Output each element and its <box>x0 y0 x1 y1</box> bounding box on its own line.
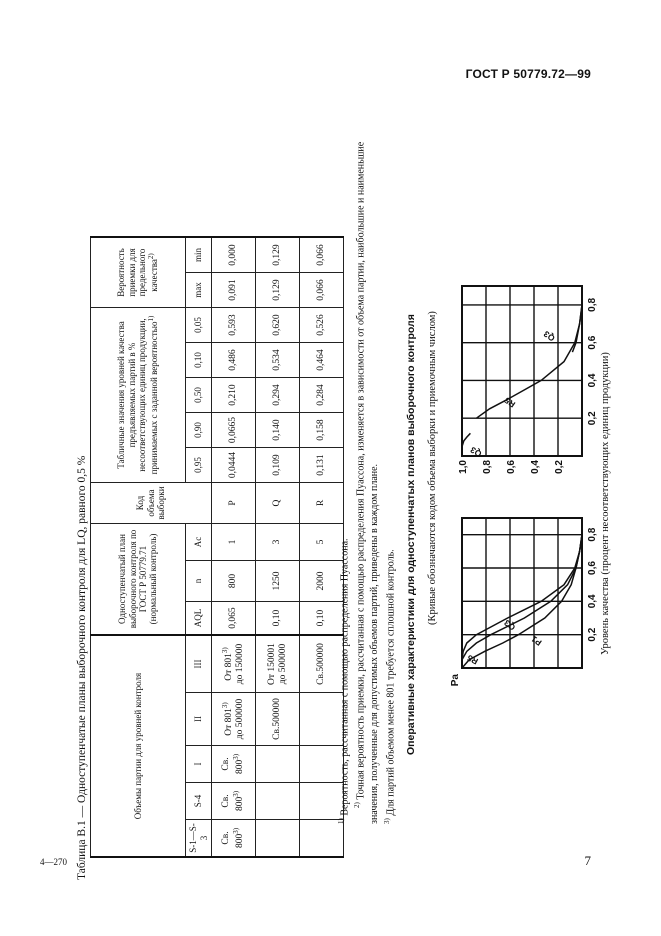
standard-designation: ГОСТ Р 50779.72—99 <box>465 67 591 81</box>
cell-text: От 150001 <box>266 643 277 685</box>
y-tick-label: 0,8 <box>482 460 493 474</box>
header-quality <box>91 308 186 483</box>
x-tick-label: 0,8 <box>587 527 598 542</box>
header-q010: 0,10 <box>186 343 212 378</box>
header-prob-sup: 2) <box>147 253 156 260</box>
y-axis-label: Pa <box>450 674 461 687</box>
cell-aql: 0,10 <box>300 602 344 636</box>
footnote-mark: 2) <box>353 802 362 808</box>
oc-chart-2-svg <box>448 250 603 490</box>
header-q050: 0,50 <box>186 378 212 413</box>
curve-label: Q3 <box>468 444 484 460</box>
cell-aql: 0,10 <box>256 602 300 636</box>
header-level-iii: III <box>186 635 212 693</box>
cell-lot-ii: Св.500000 <box>256 693 300 746</box>
cell-text-2: до 500000 <box>235 698 246 740</box>
header-quality-sup: 1) <box>147 315 156 322</box>
cell-q005: 0,620 <box>256 308 300 343</box>
cell-lot-iii: Св.500000 <box>300 635 344 693</box>
x-tick-label: 0,6 <box>587 561 598 575</box>
curve-label: R5 <box>465 652 480 667</box>
curve-label: P1 <box>529 633 544 648</box>
curve-label: R5 <box>502 395 518 410</box>
y-tick-label: 0,2 <box>554 460 565 474</box>
header-ac: Ac <box>186 524 212 561</box>
cell-text-2: до 500000 <box>277 643 288 685</box>
header-code: Код объема выборки <box>91 483 212 524</box>
cell-n: 1250 <box>256 561 300 602</box>
page-number: 7 <box>584 853 591 868</box>
cell-lot-ii <box>212 693 256 746</box>
cell-q005: 0,526 <box>300 308 344 343</box>
cell-lot-s13 <box>256 820 300 858</box>
oc-chart-2 <box>448 250 608 490</box>
x-tick-label: 0,4 <box>587 594 598 609</box>
header-q005: 0,05 <box>186 308 212 343</box>
header-s1-s3: S-1—S-3 <box>186 820 212 858</box>
y-tick-label: 1,0 <box>458 460 469 474</box>
cell-lot-i <box>212 746 256 783</box>
cell-sup: 3) <box>221 647 229 654</box>
y-tick-label: 0,6 <box>506 460 517 474</box>
table-row <box>256 237 300 857</box>
header-n: n <box>186 561 212 602</box>
cell-text: От 801 <box>224 653 235 681</box>
cell-text-2: до 150000 <box>235 643 246 685</box>
cell-aql: 0,065 <box>212 602 256 636</box>
cell-min: 0,000 <box>212 237 256 273</box>
footnote-text: Для партий объемом менее 801 требуется сплошной контроль. <box>384 549 396 816</box>
header-min: min <box>186 237 212 273</box>
footnote-mark: 3) <box>382 818 391 824</box>
x-tick-label: 0,2 <box>587 411 598 426</box>
cell-q050: 0,210 <box>212 378 256 413</box>
cell-ac: 1 <box>212 524 256 561</box>
cell-max: 0,066 <box>300 273 344 308</box>
cell-q005: 0,593 <box>212 308 256 343</box>
cell-lot-s4 <box>212 783 256 820</box>
cell-code: P <box>212 483 256 524</box>
cell-q050: 0,294 <box>256 378 300 413</box>
footnote-text: Точная вероятность приемки, рассчитанная с помощью распределения Пуассона, изменяется в зависимости от объема партии, наибольшие и наименьшие значения, полученные для допустимых объемов партий, приведены в каждом плане. <box>355 141 380 824</box>
sampling-plans-table <box>90 236 344 858</box>
sheet-mark: 4—270 <box>40 857 67 867</box>
cell-lot-s13 <box>300 820 344 858</box>
footnote-mark: 1) <box>337 818 345 824</box>
cell-ac: 5 <box>300 524 344 561</box>
oc-chart-1 <box>448 500 608 690</box>
cell-lot-i <box>256 746 300 783</box>
x-tick-label: 0,8 <box>587 297 598 312</box>
table-title: Таблица В.1 — Одноступенчатые планы выборочного контроля для LQ, равного 0,5 % <box>76 455 88 880</box>
plot-frame <box>462 286 582 456</box>
curve-label: Q3 <box>541 328 557 344</box>
header-s4: S-4 <box>186 783 212 820</box>
header-q095: 0,95 <box>186 448 212 483</box>
cell-text: Св. 800 <box>221 757 246 775</box>
cell-q010: 0,534 <box>256 343 300 378</box>
cell-lot-s4 <box>256 783 300 820</box>
header-q090: 0,90 <box>186 413 212 448</box>
cell-q010: 0,464 <box>300 343 344 378</box>
oc-section-title: Оперативные характеристики для одноступенчатых планов выборочного контроля <box>405 314 417 755</box>
cell-text: Св. 800 <box>221 831 246 849</box>
cell-q010: 0,486 <box>212 343 256 378</box>
footnotes <box>335 124 397 824</box>
header-level-ii: II <box>186 693 212 746</box>
cell-code: Q <box>256 483 300 524</box>
footnote <box>351 124 380 824</box>
plot-frame <box>462 518 582 668</box>
header-level-i: I <box>186 746 212 783</box>
oc-x-axis-label: Уровень качества (процент несоответствующих единиц продукции) <box>600 352 611 655</box>
cell-text: Св. 800 <box>221 794 246 812</box>
cell-max: 0,091 <box>212 273 256 308</box>
oc-section-subtitle: (Кривые обозначаются кодом объема выборки и приемочным числом) <box>427 311 438 625</box>
cell-sup: 3) <box>231 753 240 760</box>
cell-q095: 0,109 <box>256 448 300 483</box>
header-lot-levels: Объемы партии для уровней контроля <box>91 635 186 857</box>
cell-text: От 801 <box>224 708 235 736</box>
header-quality-text: Табличные значения уровней качества предъявляемых партий в % несоответствующих единиц продукции, принимаемых с заданной вероятностью <box>116 318 160 475</box>
cell-ac: 3 <box>256 524 300 561</box>
cell-sup: 3) <box>231 827 240 834</box>
x-tick-label: 0,6 <box>587 335 598 350</box>
cell-q090: 0,140 <box>256 413 300 448</box>
cell-lot-s13 <box>212 820 256 858</box>
oc-chart-1-svg <box>448 500 603 690</box>
header-max: max <box>186 273 212 308</box>
y-tick-label: 0,4 <box>530 460 541 474</box>
header-prob-text: Вероятность приемки для предельного качества <box>116 248 160 297</box>
rotated-content <box>70 90 610 880</box>
oc-curve-r5 <box>476 305 582 418</box>
x-tick-label: 0,4 <box>587 373 598 388</box>
cell-lot-iii <box>256 635 300 693</box>
header-aql: AQL <box>186 602 212 636</box>
cell-q095: 0,131 <box>300 448 344 483</box>
cell-sup: 3) <box>231 790 240 797</box>
cell-max: 0,129 <box>256 273 300 308</box>
x-tick-label: 0,2 <box>587 627 598 642</box>
cell-sup: 3) <box>221 702 229 709</box>
footnote-text: Вероятность, рассчитанная с помощью распределения Пуассона. <box>339 538 351 816</box>
cell-q090: 0,158 <box>300 413 344 448</box>
cell-n: 800 <box>212 561 256 602</box>
cell-q050: 0,284 <box>300 378 344 413</box>
header-plan: Одноступенчатый план выборочного контроля по ГОСТ Р 50779.71 (нормальный контроль) <box>91 524 186 636</box>
cell-lot-iii <box>212 635 256 693</box>
cell-q095: 0,0444 <box>212 448 256 483</box>
footnote <box>335 124 351 824</box>
cell-min: 0,129 <box>256 237 300 273</box>
cell-q090: 0,0665 <box>212 413 256 448</box>
cell-n: 2000 <box>300 561 344 602</box>
curve-label: Q3 <box>502 617 518 633</box>
footnote <box>381 124 397 824</box>
table-row <box>212 237 256 857</box>
header-prob <box>91 237 186 308</box>
cell-code: R <box>300 483 344 524</box>
cell-min: 0,066 <box>300 237 344 273</box>
